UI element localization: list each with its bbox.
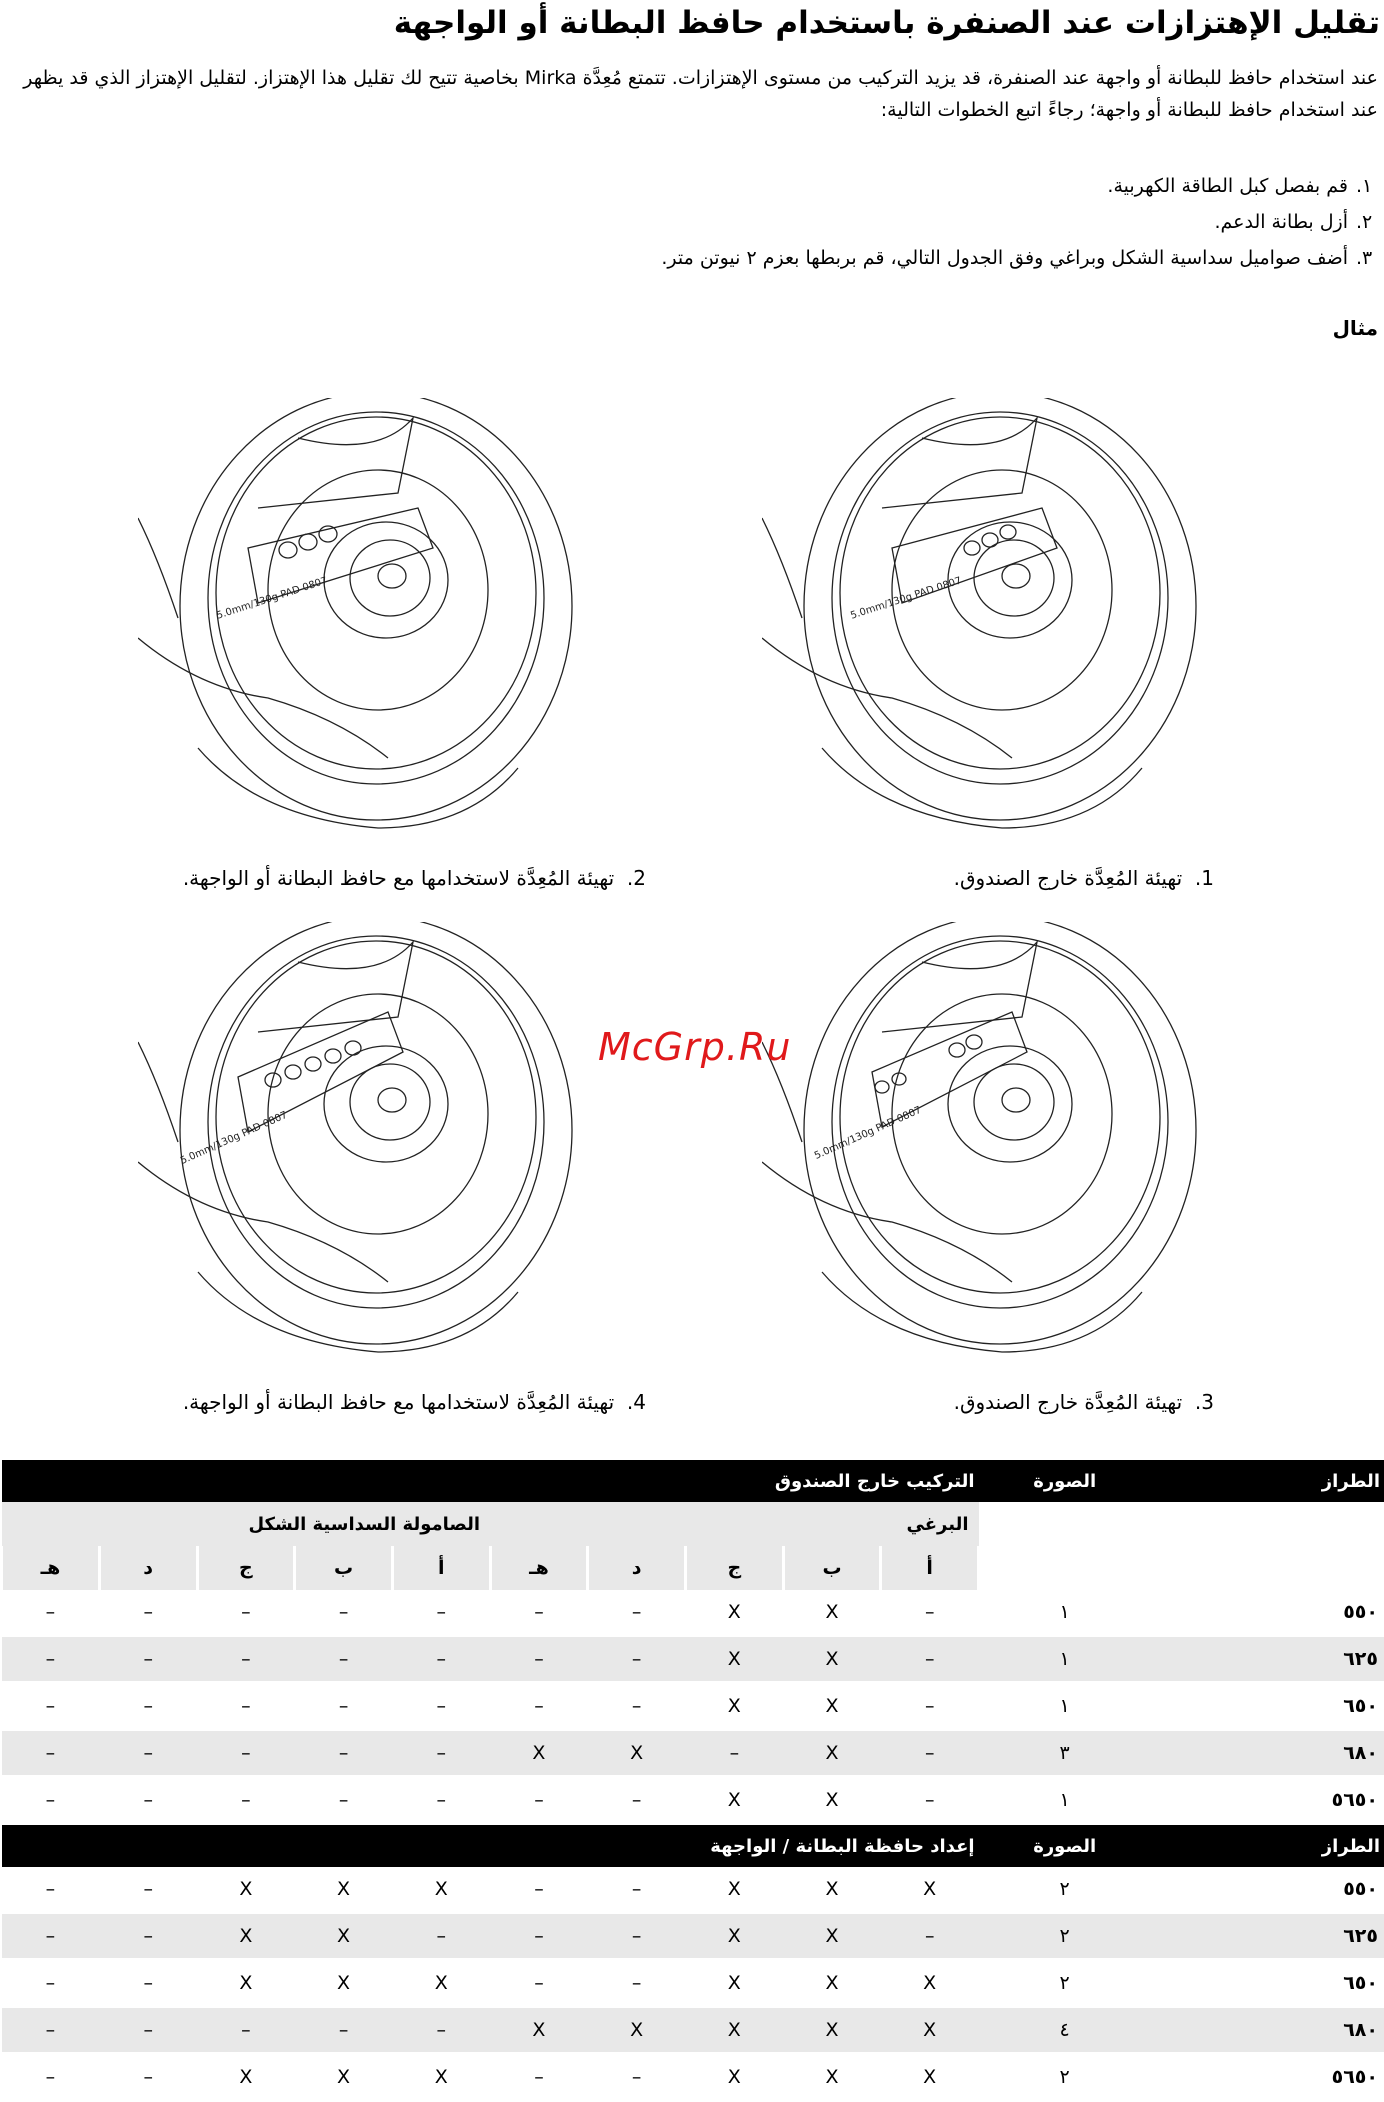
picture-cell: ٣ bbox=[979, 1730, 1151, 1777]
figure-caption-text: تهيئة المُعِدَّة خارج الصندوق. bbox=[954, 866, 1183, 890]
value-cell: – bbox=[99, 1913, 197, 1960]
value-cell: X bbox=[685, 1590, 783, 1636]
value-cell: – bbox=[2, 1960, 100, 2007]
value-cell: – bbox=[99, 1867, 197, 1913]
value-cell: X bbox=[685, 2007, 783, 2054]
section2-title: إعداد حافظة البطانة / الواجهة bbox=[2, 1824, 979, 1868]
value-cell: – bbox=[2, 1913, 100, 1960]
letter-cell: د bbox=[99, 1546, 197, 1590]
letter-cell: أ bbox=[881, 1546, 979, 1590]
value-cell: X bbox=[783, 1683, 881, 1730]
value-cell: – bbox=[392, 2007, 490, 2054]
value-cell: X bbox=[881, 2054, 979, 2101]
table-row bbox=[2, 2054, 1384, 2101]
value-cell: – bbox=[197, 1636, 295, 1683]
hardware-table bbox=[0, 1460, 1384, 2102]
value-cell: – bbox=[295, 1590, 393, 1636]
value-cell: X bbox=[392, 1867, 490, 1913]
value-cell: – bbox=[685, 1730, 783, 1777]
value-cell: – bbox=[588, 1683, 686, 1730]
value-cell: – bbox=[2, 2007, 100, 2054]
value-cell: – bbox=[588, 2054, 686, 2101]
table-row bbox=[2, 1960, 1384, 2007]
value-cell: – bbox=[881, 1913, 979, 1960]
value-cell: – bbox=[99, 1590, 197, 1636]
figure-number: 1. bbox=[1195, 866, 1214, 890]
value-cell: – bbox=[588, 1867, 686, 1913]
value-cell: X bbox=[490, 2007, 588, 2054]
sander-hub-illustration bbox=[138, 398, 574, 836]
value-cell: X bbox=[881, 1960, 979, 2007]
value-cell: X bbox=[295, 1867, 393, 1913]
value-cell: X bbox=[197, 1960, 295, 2007]
value-cell: X bbox=[392, 2054, 490, 2101]
value-cell: – bbox=[2, 1683, 100, 1730]
model-cell: ٦٥٠ bbox=[1151, 1960, 1384, 2007]
steps-list bbox=[661, 168, 1378, 276]
col-picture-header: الصورة bbox=[979, 1824, 1151, 1868]
value-cell: – bbox=[2, 1636, 100, 1683]
table-row bbox=[2, 1730, 1384, 1777]
nut-label: الصامولة السداسية الشكل bbox=[2, 1502, 491, 1546]
value-cell: – bbox=[99, 1683, 197, 1730]
value-cell: – bbox=[490, 1777, 588, 1824]
value-cell: – bbox=[588, 1636, 686, 1683]
plate-engraving: 0807 5.0mm/130g PAD bbox=[849, 575, 963, 621]
sander-hub-illustration bbox=[762, 398, 1198, 836]
letter-cell: ج bbox=[197, 1546, 295, 1590]
value-cell: X bbox=[783, 1636, 881, 1683]
figure-3-drawing bbox=[762, 922, 1198, 1360]
value-cell: – bbox=[490, 2054, 588, 2101]
value-cell: X bbox=[685, 2054, 783, 2101]
value-cell: – bbox=[295, 1683, 393, 1730]
value-cell: X bbox=[783, 1913, 881, 1960]
value-cell: – bbox=[490, 1590, 588, 1636]
value-cell: X bbox=[588, 2007, 686, 2054]
value-cell: – bbox=[881, 1683, 979, 1730]
table-row bbox=[2, 2007, 1384, 2054]
model-cell: ٦٨٠ bbox=[1151, 2007, 1384, 2054]
value-cell: – bbox=[392, 1683, 490, 1730]
model-cell: ٥٥٠ bbox=[1151, 1590, 1384, 1636]
value-cell: – bbox=[197, 1730, 295, 1777]
value-cell: – bbox=[99, 2007, 197, 2054]
value-cell: X bbox=[197, 1867, 295, 1913]
value-cell: – bbox=[99, 1777, 197, 1824]
value-cell: – bbox=[588, 1960, 686, 2007]
figure-1-caption bbox=[954, 866, 1214, 890]
value-cell: – bbox=[881, 1636, 979, 1683]
table-row bbox=[2, 1590, 1384, 1636]
step-item bbox=[661, 204, 1378, 240]
value-cell: – bbox=[588, 1913, 686, 1960]
value-cell: X bbox=[783, 2054, 881, 2101]
value-cell: X bbox=[685, 1867, 783, 1913]
value-cell: X bbox=[685, 1683, 783, 1730]
value-cell: – bbox=[490, 1867, 588, 1913]
picture-cell: ٢ bbox=[979, 1867, 1151, 1913]
screw-label: البرغي bbox=[490, 1502, 978, 1546]
value-cell: – bbox=[99, 1960, 197, 2007]
step-text: أزل بطانة الدعم. bbox=[1214, 204, 1348, 240]
model-cell: ٦٥٠ bbox=[1151, 1683, 1384, 1730]
picture-cell: ١ bbox=[979, 1636, 1151, 1683]
col-picture-header: الصورة bbox=[979, 1460, 1151, 1502]
value-cell: X bbox=[783, 1867, 881, 1913]
value-cell: – bbox=[490, 1636, 588, 1683]
letter-cell: ب bbox=[783, 1546, 881, 1590]
value-cell: – bbox=[392, 1636, 490, 1683]
picture-cell: ٢ bbox=[979, 2054, 1151, 2101]
value-cell: X bbox=[685, 1636, 783, 1683]
value-cell: X bbox=[783, 2007, 881, 2054]
value-cell: – bbox=[588, 1777, 686, 1824]
value-cell: – bbox=[588, 1590, 686, 1636]
value-cell: X bbox=[783, 1590, 881, 1636]
value-cell: – bbox=[392, 1913, 490, 1960]
letter-cell: د bbox=[588, 1546, 686, 1590]
example-heading: مثال bbox=[1333, 316, 1378, 340]
value-cell: – bbox=[197, 1590, 295, 1636]
letter-cell: ج bbox=[685, 1546, 783, 1590]
model-cell: ٦٨٠ bbox=[1151, 1730, 1384, 1777]
letters-row bbox=[2, 1546, 1384, 1590]
value-cell: – bbox=[881, 1730, 979, 1777]
model-cell: ٥٦٥٠ bbox=[1151, 1777, 1384, 1824]
value-cell: X bbox=[295, 1913, 393, 1960]
page-title: تقليل الإهتزازات عند الصنفرة باستخدام حافظ البطانة أو الواجهة bbox=[4, 4, 1380, 42]
step-text: أضف صواميل سداسية الشكل وبراغي وفق الجدول التالي، قم بربطها بعزم ٢ نيوتن متر. bbox=[661, 240, 1348, 276]
picture-cell: ١ bbox=[979, 1777, 1151, 1824]
value-cell: – bbox=[2, 2054, 100, 2101]
value-cell: – bbox=[197, 1683, 295, 1730]
value-cell: X bbox=[295, 1960, 393, 2007]
step-text: قم بفصل كبل الطاقة الكهربية. bbox=[1107, 168, 1348, 204]
value-cell: – bbox=[99, 2054, 197, 2101]
picture-cell: ٢ bbox=[979, 1960, 1151, 2007]
sander-hub-illustration bbox=[762, 922, 1198, 1360]
table-row bbox=[2, 1867, 1384, 1913]
figure-3-caption bbox=[954, 1390, 1214, 1414]
step-item bbox=[661, 168, 1378, 204]
figure-caption-text: تهيئة المُعِدَّة خارج الصندوق. bbox=[954, 1390, 1183, 1414]
letter-cell: ب bbox=[295, 1546, 393, 1590]
value-cell: – bbox=[295, 1777, 393, 1824]
model-cell: ٥٥٠ bbox=[1151, 1867, 1384, 1913]
col-model-header: الطراز bbox=[1151, 1824, 1384, 1868]
value-cell: – bbox=[197, 2007, 295, 2054]
figure-2-caption bbox=[183, 866, 646, 890]
figure-caption-text: تهيئة المُعِدَّة لاستخدامها مع حافظ البطانة أو الواجهة. bbox=[183, 1390, 614, 1414]
value-cell: X bbox=[881, 2007, 979, 2054]
value-cell: – bbox=[490, 1960, 588, 2007]
value-cell: – bbox=[392, 1730, 490, 1777]
figure-number: 3. bbox=[1195, 1390, 1214, 1414]
value-cell: X bbox=[783, 1960, 881, 2007]
figure-4-caption bbox=[183, 1390, 646, 1414]
value-cell: – bbox=[881, 1777, 979, 1824]
value-cell: – bbox=[392, 1777, 490, 1824]
value-cell: X bbox=[295, 2054, 393, 2101]
plate-engraving: 0807 5.0mm/130g PAD bbox=[215, 575, 329, 621]
value-cell: – bbox=[2, 1730, 100, 1777]
model-cell: ٥٦٥٠ bbox=[1151, 2054, 1384, 2101]
letter-cell: أ bbox=[392, 1546, 490, 1590]
figure-number: 4. bbox=[627, 1390, 646, 1414]
plate-engraving: 0807 5.0mm/130g PAD bbox=[179, 1110, 289, 1167]
letter-cell: هـ bbox=[490, 1546, 588, 1590]
table-header-row bbox=[2, 1824, 1384, 1868]
value-cell: – bbox=[99, 1730, 197, 1777]
value-cell: X bbox=[685, 1960, 783, 2007]
col-model-header: الطراز bbox=[1151, 1460, 1384, 1502]
section1-title: التركيب خارج الصندوق bbox=[2, 1460, 979, 1502]
value-cell: – bbox=[392, 1590, 490, 1636]
plate-engraving: 0807 5.0mm/130g PAD bbox=[813, 1105, 923, 1162]
value-cell: X bbox=[392, 1960, 490, 2007]
picture-cell: ٢ bbox=[979, 1913, 1151, 1960]
table-row bbox=[2, 1683, 1384, 1730]
table-row bbox=[2, 1913, 1384, 1960]
value-cell: – bbox=[881, 1590, 979, 1636]
value-cell: X bbox=[783, 1777, 881, 1824]
letter-cell: هـ bbox=[2, 1546, 100, 1590]
figure-caption-text: تهيئة المُعِدَّة لاستخدامها مع حافظ البطانة أو الواجهة. bbox=[183, 866, 614, 890]
picture-cell: ٤ bbox=[979, 2007, 1151, 2054]
value-cell: X bbox=[197, 1913, 295, 1960]
model-cell: ٦٢٥ bbox=[1151, 1913, 1384, 1960]
watermark: McGrp.Ru bbox=[598, 1025, 791, 1069]
step-number: ٢. bbox=[1356, 204, 1378, 240]
value-cell: X bbox=[588, 1730, 686, 1777]
figure-1-drawing bbox=[762, 398, 1198, 836]
value-cell: – bbox=[295, 1636, 393, 1683]
value-cell: X bbox=[490, 1730, 588, 1777]
value-cell: – bbox=[197, 1777, 295, 1824]
figure-4-drawing bbox=[138, 922, 574, 1360]
step-number: ١. bbox=[1356, 168, 1378, 204]
value-cell: X bbox=[685, 1913, 783, 1960]
sander-hub-illustration bbox=[138, 922, 574, 1360]
value-cell: X bbox=[881, 1867, 979, 1913]
value-cell: – bbox=[490, 1913, 588, 1960]
step-number: ٣. bbox=[1356, 240, 1378, 276]
table-row bbox=[2, 1777, 1384, 1824]
value-cell: – bbox=[295, 2007, 393, 2054]
value-cell: – bbox=[99, 1636, 197, 1683]
table-subheader-row bbox=[2, 1502, 1384, 1546]
picture-cell: ١ bbox=[979, 1590, 1151, 1636]
figure-number: 2. bbox=[627, 866, 646, 890]
step-item bbox=[661, 240, 1378, 276]
value-cell: – bbox=[2, 1867, 100, 1913]
value-cell: – bbox=[2, 1777, 100, 1824]
picture-cell: ١ bbox=[979, 1683, 1151, 1730]
value-cell: X bbox=[197, 2054, 295, 2101]
value-cell: – bbox=[295, 1730, 393, 1777]
figure-2-drawing bbox=[138, 398, 574, 836]
value-cell: X bbox=[783, 1730, 881, 1777]
value-cell: – bbox=[490, 1683, 588, 1730]
table-header-row bbox=[2, 1460, 1384, 1502]
table-row bbox=[2, 1636, 1384, 1683]
intro-paragraph: عند استخدام حافظ للبطانة أو واجهة عند الصنفرة، قد يزيد التركيب من مستوى الإهتزازات. تتمتع مُعِدَّة Mirka بخاصية تتيح لك تقليل هذا الإهتزاز. لتقليل الإهتزاز الذي قد يظهر عند استخدام حافظ للبطانة أو واجهة؛ رجاءً اتبع الخطوات التالية: bbox=[8, 62, 1378, 126]
model-cell: ٦٢٥ bbox=[1151, 1636, 1384, 1683]
value-cell: – bbox=[2, 1590, 100, 1636]
value-cell: X bbox=[685, 1777, 783, 1824]
